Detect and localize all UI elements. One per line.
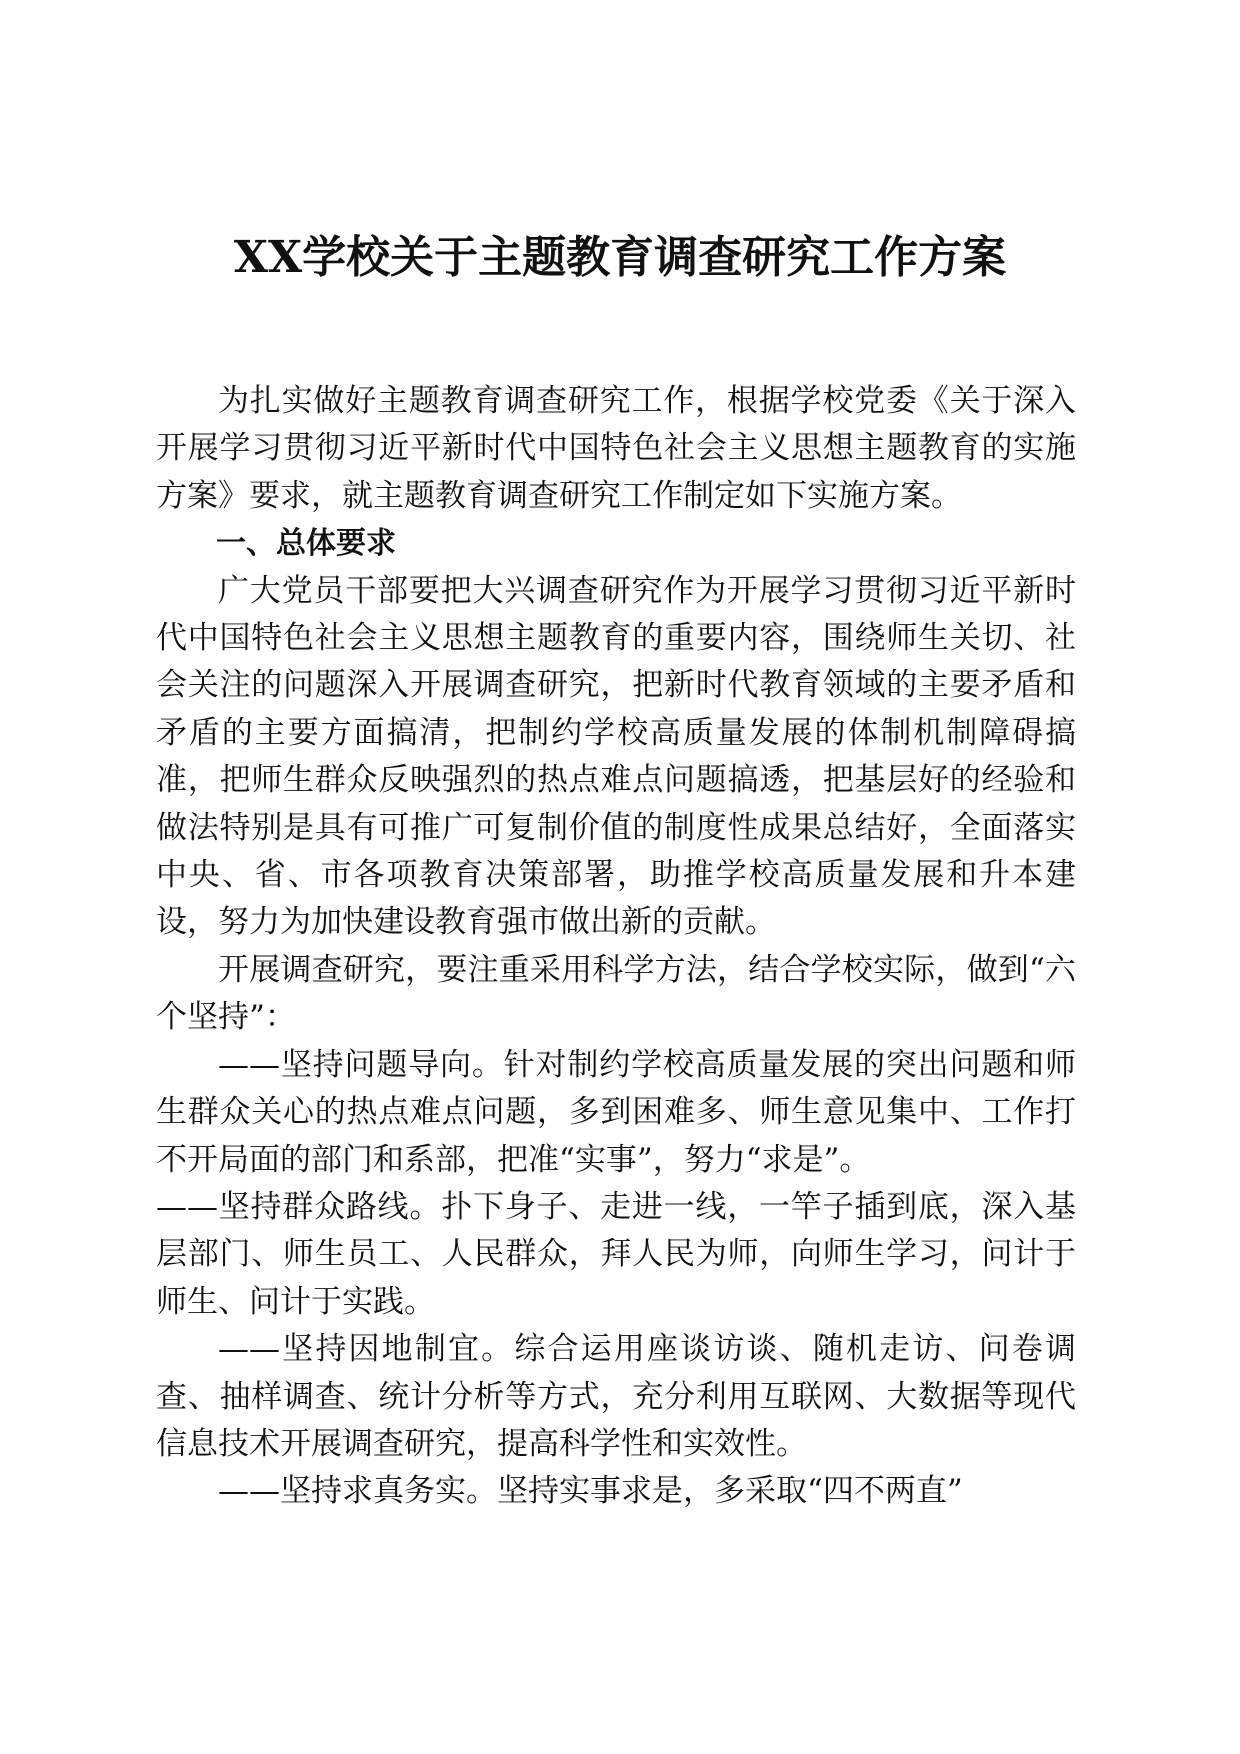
paragraph-general-requirements: 广大党员干部要把大兴调查研究作为开展学习贯彻习近平新时代中国特色社会主义思想主题教育的重要内容，围绕师生关切、社会关注的问题深入开展调查研究，把新时代教育领域的主要矛盾和矛盾的主要方面搞清，把制约学校高质量发展的体制机制障碍搞准，把师生群众反映强烈的热点难点问题搞透，把基层好的经验和做法特别是具有可推广可复制价值的制度性成果总结好，全面落实中央、省、市各项教育决策部署，助推学校高质量发展和升本建设，努力为加快建设教育强市做出新的贡献。 bbox=[156, 572, 1076, 941]
document-body bbox=[156, 378, 1076, 1516]
paragraph-local-conditions: ——坚持因地制宜。综合运用座谈访谈、随机走访、问卷调查、抽样调查、统计分析等方式，充分利用互联网、大数据等现代信息技术开展调查研究，提高科学性和实效性。 bbox=[156, 1331, 1076, 1462]
intro-paragraph: 为扎实做好主题教育调查研究工作，根据学校党委《关于深入开展学习贯彻习近平新时代中国特色社会主义思想主题教育的实施方案》要求，就主题教育调查研究工作制定如下实施方案。 bbox=[156, 383, 1076, 514]
paragraph-six-adherences-intro: 开展调查研究，要注重采用科学方法，结合学校实际，做到“六个坚持”： bbox=[156, 951, 1076, 1036]
paragraph-problem-oriented: ——坚持问题导向。针对制约学校高质量发展的突出问题和师生群众关心的热点难点问题，多到困难多、师生意见集中、工作打不开局面的部门和系部，把准“实事”，努力“求是”。 bbox=[156, 1046, 1076, 1178]
paragraph-truth-seeking: ——坚持求真务实。坚持实事求是，多采取“四不两直” bbox=[218, 1473, 963, 1510]
document-title: XX学校关于主题教育调查研究工作方案 bbox=[233, 232, 1007, 283]
section-heading-general-requirements: 一、总体要求 bbox=[216, 526, 396, 562]
paragraph-mass-line: ——坚持群众路线。扑下身子、走进一线，一竿子插到底，深入基层部门、师生员工、人民群众，拜人民为师，向师生学习，问计于师生、问计于实践。 bbox=[156, 1188, 1076, 1320]
